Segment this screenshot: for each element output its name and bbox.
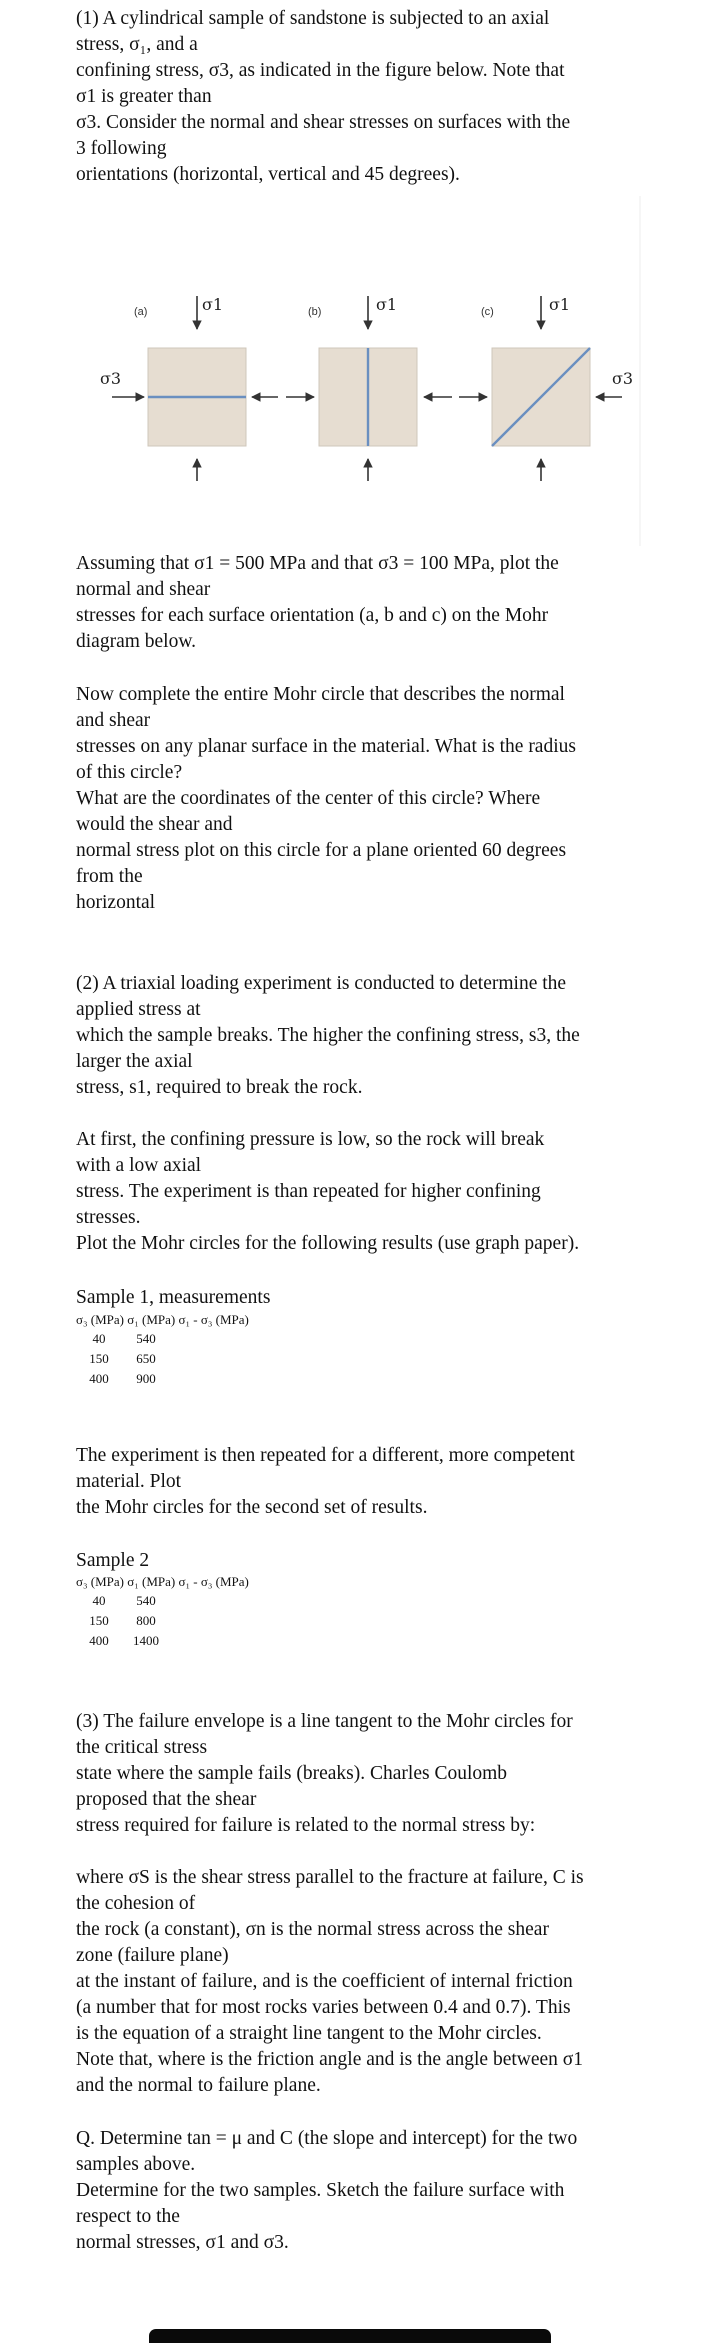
table-cell: 650: [136, 1351, 156, 1366]
q2-repeat-paragraph: [76, 1443, 666, 1521]
table-cell: 800: [136, 1613, 156, 1628]
text-line: would the shear and: [76, 814, 233, 835]
table-header: σ₃ (MPa) σ₁ (MPa) σ₁ - σ₃ (MPa): [76, 1312, 249, 1327]
q2-first-paragraph: [76, 1127, 666, 1257]
text-line: stresses on any planar surface in the material. What is the radius: [76, 736, 576, 757]
text-line: σ1 is greater than: [76, 86, 212, 107]
table-cell: 540: [136, 1593, 156, 1608]
sigma1-label-c: σ1: [549, 295, 571, 314]
text-line: respect to the: [76, 2206, 180, 2227]
sigma1-label-b: σ1: [376, 295, 398, 314]
table-header: σ₃ (MPa) σ₁ (MPa) σ₁ - σ₃ (MPa): [76, 1574, 249, 1589]
text-line: samples above.: [76, 2154, 196, 2175]
text-line: diagram below.: [76, 631, 197, 652]
home-indicator-bar[interactable]: [149, 2329, 551, 2343]
sigma1-label-a: σ1: [202, 295, 224, 314]
table-cell: 150: [89, 1613, 109, 1628]
text-line: where σS is the shear stress parallel to the fracture at failure, C is: [76, 1867, 584, 1888]
text-line: (3) The failure envelope is a line tangent to the Mohr circles for: [76, 1711, 573, 1732]
text-line: stress, σ₁, and a: [76, 34, 198, 55]
text-line: (a number that for most rocks varies between 0.4 and 0.7). This: [76, 1997, 571, 2018]
stress-orientation-figure: [76, 196, 642, 546]
table-cell: 150: [89, 1351, 109, 1366]
panel-label-c: (c): [481, 306, 494, 318]
text-line: zone (failure plane): [76, 1945, 229, 1966]
text-line: the Mohr circles for the second set of results.: [76, 1497, 428, 1518]
text-line: larger the axial: [76, 1051, 193, 1072]
table-row: [76, 1349, 249, 1369]
table-cell: 400: [89, 1633, 109, 1648]
q1-intro-paragraph: [76, 6, 666, 188]
text-line: is the equation of a straight line tangent to the Mohr circles.: [76, 2023, 542, 2044]
text-line: the cohesion of: [76, 1893, 196, 1914]
q1-assume-paragraph: [76, 551, 666, 655]
text-line: normal and shear: [76, 579, 211, 600]
text-line: stress. The experiment is than repeated for higher confining: [76, 1181, 541, 1202]
panel-label-b: (b): [308, 306, 322, 318]
text-line: Q. Determine tan = μ and C (the slope and intercept) for the two: [76, 2128, 578, 2149]
text-line: Determine for the two samples. Sketch the failure surface with: [76, 2180, 565, 2201]
sigma3-label-left: σ3: [100, 369, 122, 388]
text-line: orientations (horizontal, vertical and 45 degrees).: [76, 164, 460, 185]
text-line: proposed that the shear: [76, 1789, 257, 1810]
text-line: normal stress plot on this circle for a plane oriented 60 degrees: [76, 840, 567, 861]
text-line: What are the coordinates of the center of this circle? Where: [76, 788, 541, 809]
text-line: (1) A cylindrical sample of sandstone is subjected to an axial: [76, 8, 550, 29]
sigma3-label-right: σ3: [612, 369, 634, 388]
text-line: The experiment is then repeated for a different, more competent: [76, 1445, 575, 1466]
text-line: material. Plot: [76, 1471, 182, 1492]
q2-intro-paragraph: [76, 971, 666, 1101]
sample1-table: [76, 1311, 249, 1389]
text-line: 3 following: [76, 138, 167, 159]
text-line: stress, s1, required to break the rock.: [76, 1077, 363, 1098]
table-row: [76, 1591, 249, 1611]
table-cell: 40: [92, 1593, 106, 1608]
sample2-title: [76, 1548, 666, 1574]
text-line: stresses for each surface orientation (a, b and c) on the Mohr: [76, 605, 549, 626]
text-line: and the normal to failure plane.: [76, 2075, 321, 2096]
q3-where-paragraph: [76, 1865, 666, 2099]
panel-label-a: (a): [134, 306, 148, 318]
text-line: with a low axial: [76, 1155, 202, 1176]
text-line: state where the sample fails (breaks). Charles Coulomb: [76, 1763, 508, 1784]
q1-mohr-paragraph: [76, 682, 666, 916]
text-line: and shear: [76, 710, 151, 731]
text-line: confining stress, σ3, as indicated in the figure below. Note that: [76, 60, 565, 81]
text-line: of this circle?: [76, 762, 183, 783]
table-cell: 400: [89, 1371, 109, 1386]
text-line: Sample 1, measurements: [76, 1287, 271, 1308]
text-line: normal stresses, σ1 and σ3.: [76, 2232, 289, 2253]
text-line: horizontal: [76, 892, 156, 913]
table-row: [76, 1611, 249, 1631]
text-line: stress required for failure is related to the normal stress by:: [76, 1815, 536, 1836]
table-row: [76, 1369, 249, 1389]
q3-question-paragraph: [76, 2126, 666, 2256]
text-line: from the: [76, 866, 143, 887]
table-row: [76, 1329, 249, 1349]
text-line: stresses.: [76, 1207, 141, 1228]
sample1-title: [76, 1285, 666, 1311]
text-line: σ3. Consider the normal and shear stresses on surfaces with the: [76, 112, 571, 133]
table-cell: 900: [136, 1371, 156, 1386]
q3-intro-paragraph: [76, 1709, 666, 1839]
text-line: Note that, where is the friction angle and is the angle between σ1: [76, 2049, 584, 2070]
text-line: applied stress at: [76, 999, 201, 1020]
text-line: which the sample breaks. The higher the confining stress, s3, the: [76, 1025, 580, 1046]
text-line: Sample 2: [76, 1550, 150, 1571]
table-cell: 540: [136, 1331, 156, 1346]
text-line: the rock (a constant), σn is the normal stress across the shear: [76, 1919, 549, 1940]
text-line: Now complete the entire Mohr circle that describes the normal: [76, 684, 565, 705]
text-line: the critical stress: [76, 1737, 208, 1758]
sample2-table: [76, 1573, 249, 1651]
text-line: Assuming that σ1 = 500 MPa and that σ3 = 100 MPa, plot the: [76, 553, 559, 574]
table-cell: 40: [92, 1331, 106, 1346]
text-line: Plot the Mohr circles for the following results (use graph paper).: [76, 1233, 580, 1254]
table-cell: 1400: [133, 1633, 159, 1648]
text-line: At first, the confining pressure is low, so the rock will break: [76, 1129, 545, 1150]
text-line: at the instant of failure, and is the coefficient of internal friction: [76, 1971, 573, 1992]
text-line: (2) A triaxial loading experiment is conducted to determine the: [76, 973, 567, 994]
table-row: [76, 1631, 249, 1651]
